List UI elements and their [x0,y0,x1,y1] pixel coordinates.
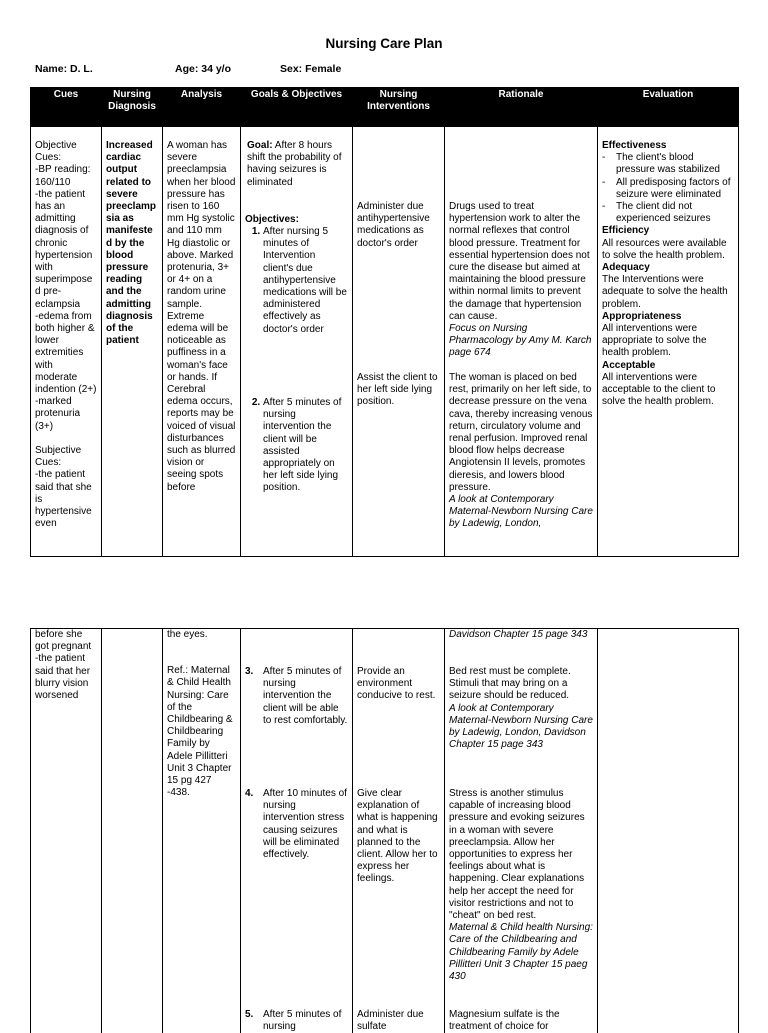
rationale-4 [449,788,593,1009]
objective-number: 3. [245,666,263,788]
diagnosis-cell: Increased cardiac output related to severe preeclampsia as manifested by the blood pressure reading and the admitting diagnosis of the patient [102,127,163,557]
column-header-evaluation: Evaluation [598,88,739,127]
analysis-cell [163,629,241,1033]
evaluation-cell [598,629,739,1033]
appropriateness-label: Appropriateness [602,311,734,323]
table-row [31,127,739,557]
objectives-label: Objectives: [245,214,348,226]
table-header-row [31,88,739,127]
intervention-5: Administer due sulfate [357,1009,440,1033]
goal-text: After 8 hours shift the probability of having seizures is eliminated [247,140,342,188]
rationale-3 [449,666,593,788]
adequacy-text: The Interventions were adequate to solve the health problem. [602,274,734,311]
effectiveness-item: - All predisposing factors of seizure were eliminated [616,177,734,201]
rationale-1 [449,201,593,372]
objective-text: After 5 minutes of nursing intervention the client will be able to rest comfortably. [263,666,348,788]
goals-cell [241,629,353,1033]
rationale-4-ref: Maternal & Child health Nursing: Care of the Childbearing and Childbearing Family by Adele Pillitteri Unit 3 Chapter 15 paeg 430 [449,922,593,983]
care-plan-table-page2 [30,628,739,1033]
objective-1: 1. After nursing 5 minutes of Intervention client's due antihypertensive medications will be administered effectively as doctor's order [263,226,348,397]
objective-5 [245,1009,348,1033]
effectiveness-label: Effectiveness [602,140,734,152]
effectiveness-list [602,152,734,225]
column-header-cues: Cues [31,88,102,127]
column-header-analysis: Analysis [163,88,241,127]
objectives-list [245,226,348,495]
rationale-3-ref: A look at Contemporary Maternal-Newborn Nursing Care by Ladewig, London, Davidson Chapter 15 page 343 [449,703,593,752]
acceptable-label: Acceptable [602,360,734,372]
column-header-diagnosis: Nursing Diagnosis [102,88,163,127]
column-header-rationale: Rationale [445,88,598,127]
page-title: Nursing Care Plan [0,36,768,51]
goal-label: Goal: [247,140,273,151]
rationale-5-text: Magnesium sulfate is the treatment of choice for [449,1009,560,1032]
appropriateness-text: All interventions were appropriate to solve the health problem. [602,323,734,360]
objective-number: 4. [245,788,263,1009]
column-header-interventions: Nursing Interventions [353,88,445,127]
objective-text: After 5 minutes of nursing [263,1009,348,1033]
objective-text: After 10 minutes of nursing intervention stress causing seizures will be eliminated effectively. [263,788,348,1009]
table-row [31,629,739,1033]
rationale-3-text: Bed rest must be complete. Stimuli that may bring on a seizure should be reduced. [449,666,571,701]
patient-name: Name: D. L. [35,63,93,75]
efficiency-text: All resources were available to solve the health problem. [602,238,734,262]
adequacy-label: Adequacy [602,262,734,274]
rationale-2-ref: A look at Contemporary Maternal-Newborn Nursing Care by Ladewig, London, [449,494,593,531]
rationale-4-text: Stress is another stimulus capable of increasing blood pressure and evoking seizures in a woman with severe preeclampsia. Allow her opportunities to express her feelings about what is happening. Clear explanations help her accept the need for visitor restrictions and not to "cheat" on bed rest. [449,788,585,921]
analysis-reference: Ref.: Maternal & Child Health Nursing: Care of the Childbearing & Childbearing Family by Adele Pillitteri Unit 3 Chapter 15 pg 427 -438. [167,665,236,799]
rationale-2 [449,372,593,531]
intervention-4: Give clear explanation of what is happening and what is planned to the client. Allow her to express her feelings. [357,788,440,1009]
patient-sex: Sex: Female [280,63,341,75]
rationale-5 [449,1009,593,1033]
goals-cell [241,127,353,557]
evaluation-cell [598,127,739,557]
intervention-2: Assist the client to her left side lying position. [357,372,440,409]
objective-2: 2. After 5 minutes of nursing intervention the client will be assisted appropriately on her left side lying position. [263,397,348,495]
patient-age: Age: 34 y/o [175,63,231,75]
analysis-continuation: the eyes. [167,629,236,641]
rationale-1-ref: Focus on Nursing Pharmacology by Amy M. Karch page 674 [449,323,593,360]
interventions-cell [353,127,445,557]
rationale-cell [445,127,598,557]
analysis-cell: A woman has severe preeclampsia when her blood pressure has risen to 160 mm Hg systolic and 110 mm Hg diastolic or above. Marked protenuria, 3+ or 4+ on a random urine sample. Extreme edema will be noticeable as puffiness in a woman's face or hands. If Cerebral edema occurs, reports may be voiced of visual disturbances such as blurred vision or seeing spots before [163,127,241,557]
acceptable-text: All interventions were acceptable to the client to solve the health problem. [602,372,734,409]
effectiveness-item: - The client's blood pressure was stabilized [616,152,734,176]
care-plan-table-page1 [30,87,739,557]
interventions-cell [353,629,445,1033]
rationale-2-text: The woman is placed on bed rest, primarily on her left side, to decrease pressure on the vena cava, thereby increasing venous return, circulatory volume and renal perfusion. Improved renal blood flow helps decrease Angiotensin II levels, promotes dieresis, and lowers blood pressure. [449,372,592,493]
effectiveness-item: - The client did not experienced seizures [616,201,734,225]
intervention-3: Provide an environment conducive to rest. [357,666,440,788]
diagnosis-cell [102,629,163,1033]
rationale-cell [445,629,598,1033]
rationale-continuation: Davidson Chapter 15 page 343 [449,629,593,666]
goal-statement [245,140,348,189]
column-header-goals: Goals & Objectives [241,88,353,127]
efficiency-label: Efficiency [602,225,734,237]
rationale-1-text: Drugs used to treat hypertension work to alter the normal reflexes that control blood pressure. Treatment for essential hypertension does not cure the disease but aimed at maintaining the blood pressure within normal limits to prevent the damage that hypertension can cause. [449,201,590,322]
intervention-1: Administer due antihypertensive medications as doctor's order [357,201,440,372]
objective-number: 5. [245,1009,263,1033]
cues-cell: Objective Cues: -BP reading: 160/110 -the patient has an admitting diagnosis of chronic hypertension with superimposed pre-eclampsia -edema from both higher & lower extremities with moderate indention (2+) -marked protenuria (3+) Subjective Cues: -the patient said that she is hypertensive even [31,127,102,557]
cues-cell: before she got pregnant -the patient said that her blurry vision worsened [31,629,102,1033]
objective-3 [245,666,348,788]
objective-4 [245,788,348,1009]
